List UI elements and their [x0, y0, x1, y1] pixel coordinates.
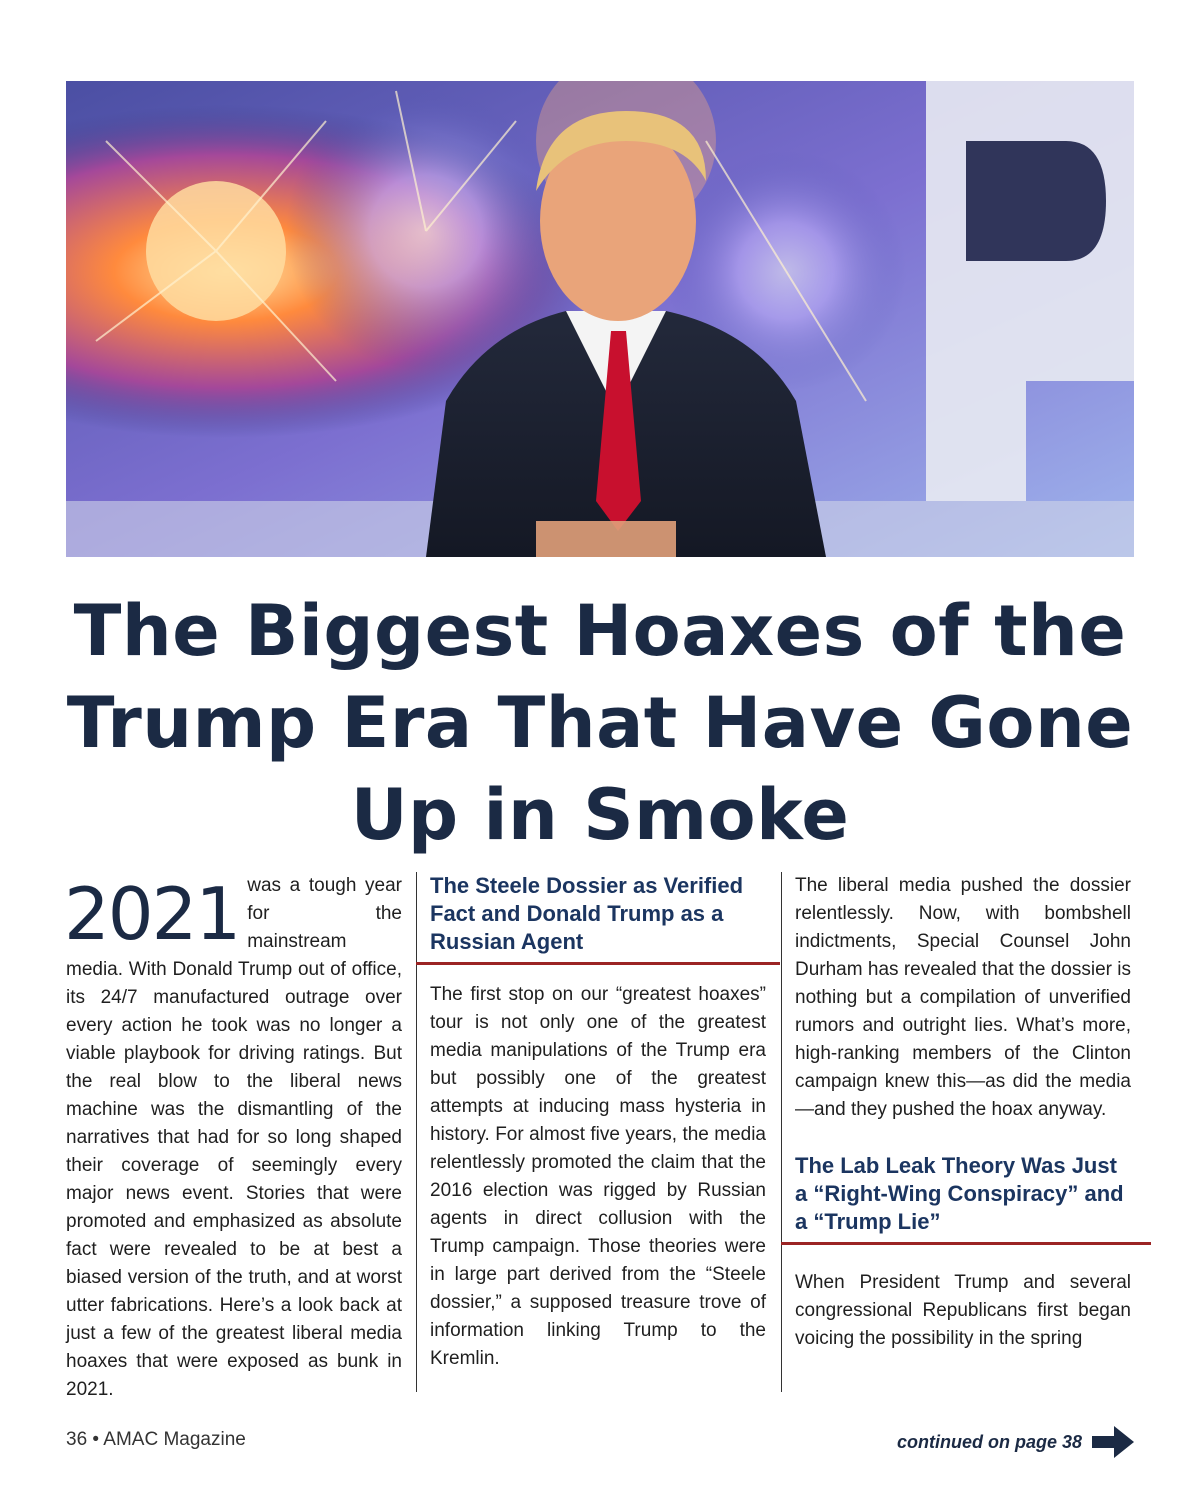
column-2-text: The first stop on our “greatest hoaxes” tour is not only one of the greatest media manipulations of the Trump era but possibly one of the greatest attempts at inducing mass hysteria in history. For almost five years, the media relentlessly promoted the claim that the 2016 election was rigged by Russian agents in direct collusion with the Trump campaign. Those theories were in large part derived from the “Steele dossier,” a supposed treasure trove of information linking Trump to the Kremlin.: [430, 984, 766, 1369]
column-3-text-1: The liberal media pushed the dossier relentlessly. Now, with bombshell indictments, Special Counsel John Durham has revealed that the dossier is nothing but a compilation of unverified rumors and outright lies. What’s more, high-ranking members of the Clinton campaign knew this—as did the media—and they pushed the hoax anyway.: [795, 875, 1131, 1120]
column-1-text: was a tough year for the mainstream media. With Donald Trump out of office, its 24/7 manufactured outrage over every action he took was no longer a viable playbook for driving ratings. But the real blow to the liberal news machine was the dismantling of the narratives that had for so long shaped their coverage of seemingly every major news event. Stories that were promoted and emphasized as absolute fact were revealed to be at best a biased version of the truth, and at worst utter fabrications. Here’s a look back at just a few of the greatest liberal media hoaxes that were exposed as bunk in 2021.: [66, 875, 402, 1400]
column-2: [430, 872, 766, 1373]
continued-link[interactable]: [897, 1424, 1134, 1460]
column-divider: [416, 872, 417, 1392]
arrow-right-icon: [1092, 1424, 1134, 1460]
hero-photo: [66, 81, 1134, 557]
continued-text: continued on page 38: [896, 1431, 1082, 1452]
column-3-text-2: When President Trump and several congressional Republicans first began voicing the possibility in the spring: [795, 1272, 1131, 1349]
subhead-divider: [416, 962, 780, 965]
drop-cap: 2021: [64, 872, 240, 956]
portrait-photo-fireworks-stage: [66, 81, 1134, 557]
subhead-steele-dossier: The Steele Dossier as Verified Fact and Donald Trump as a Russian Agent: [430, 873, 744, 954]
page-label: 36 • AMAC Magazine: [66, 1429, 246, 1450]
column-3: [795, 872, 1131, 1353]
headline: The Biggest Hoaxes of the Trump Era That Have Gone Up in Smoke: [66, 590, 1134, 856]
subhead-lab-leak: The Lab Leak Theory Was Just a “Right-Wing Conspiracy” and a “Trump Lie”: [795, 1153, 1124, 1234]
subhead-divider: [781, 1242, 1151, 1245]
column-1: [66, 872, 402, 1404]
column-divider: [781, 872, 782, 1392]
